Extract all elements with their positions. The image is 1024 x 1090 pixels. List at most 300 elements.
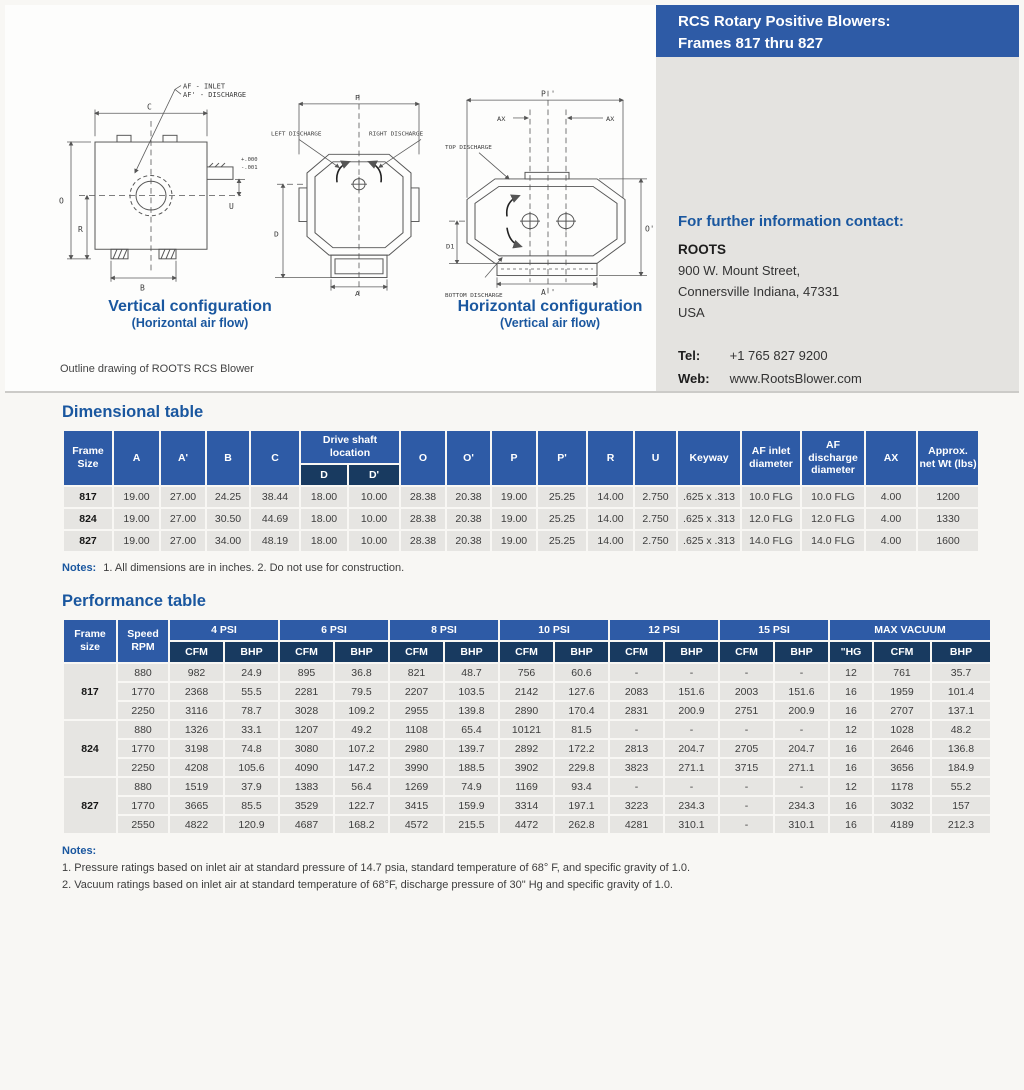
perf-value-cell: 137.1 bbox=[932, 702, 990, 719]
header-title-line1: RCS Rotary Positive Blowers: bbox=[678, 13, 891, 30]
perf-value-cell: 2207 bbox=[390, 683, 443, 700]
dim-value-cell: 10.0 FLG bbox=[802, 487, 864, 507]
perf-table-row bbox=[64, 740, 990, 757]
vertical-config-caption bbox=[70, 298, 310, 330]
perf-value-cell: 234.3 bbox=[775, 797, 828, 814]
dim-value-cell: .625 x .313 bbox=[678, 487, 740, 507]
perf-value-cell: - bbox=[665, 721, 718, 738]
dim-label-d: D bbox=[274, 229, 279, 239]
speed-rpm-cell: 2250 bbox=[118, 702, 168, 719]
dim-value-cell: 10.00 bbox=[349, 509, 399, 529]
col-header-af-discharge: AF discharge diameter bbox=[802, 431, 864, 485]
dim-value-cell: 18.00 bbox=[301, 509, 347, 529]
dim-table-row bbox=[64, 487, 978, 507]
horizontal-config-drawing bbox=[445, 87, 660, 299]
perf-value-cell: - bbox=[720, 797, 773, 814]
perf-value-cell: - bbox=[720, 664, 773, 681]
col-header-c: C bbox=[251, 431, 299, 485]
perf-value-cell: 81.5 bbox=[555, 721, 608, 738]
perf-value-cell: 2003 bbox=[720, 683, 773, 700]
top-discharge-label: TOP DISCHARGE bbox=[445, 145, 492, 151]
speed-rpm-cell: 1770 bbox=[118, 740, 168, 757]
contact-address-line2: Connersville Indiana, 47331 bbox=[678, 284, 840, 299]
col-group-10psi: 10 PSI bbox=[500, 620, 608, 640]
col-header-a: A bbox=[114, 431, 159, 485]
perf-value-cell: 3415 bbox=[390, 797, 443, 814]
dim-value-cell: 24.25 bbox=[207, 487, 249, 507]
dim-value-cell: 2.750 bbox=[635, 509, 676, 529]
header-title-line2: Frames 817 thru 827 bbox=[678, 34, 824, 52]
dim-value-cell: 14.00 bbox=[588, 487, 633, 507]
col-header-frame-size: Frame size bbox=[64, 620, 116, 662]
col-header-frame-size: Frame Size bbox=[64, 431, 112, 485]
col-header-hg: "HG bbox=[830, 642, 872, 662]
col-header-speed-rpm: Speed RPM bbox=[118, 620, 168, 662]
perf-value-cell: 2083 bbox=[610, 683, 663, 700]
perf-value-cell: 49.2 bbox=[335, 721, 388, 738]
drawings-panel bbox=[5, 5, 656, 391]
dim-value-cell: 1200 bbox=[918, 487, 978, 507]
col-header-bhp: BHP bbox=[335, 642, 388, 662]
perf-value-cell: 36.8 bbox=[335, 664, 388, 681]
perf-value-cell: 3028 bbox=[280, 702, 333, 719]
perf-value-cell: 4572 bbox=[390, 816, 443, 833]
perf-value-cell: 200.9 bbox=[665, 702, 718, 719]
frame-size-cell: 824 bbox=[64, 509, 112, 529]
perf-value-cell: 1326 bbox=[170, 721, 223, 738]
dim-label-ax-right: AX bbox=[606, 114, 615, 123]
perf-value-cell: - bbox=[775, 721, 828, 738]
dim-value-cell: 28.38 bbox=[401, 531, 445, 551]
perf-value-cell: 16 bbox=[830, 759, 872, 776]
dim-value-cell: 4.00 bbox=[866, 487, 916, 507]
dim-value-cell: 20.38 bbox=[447, 487, 490, 507]
frame-size-cell: 827 bbox=[64, 531, 112, 551]
perf-value-cell: 3314 bbox=[500, 797, 553, 814]
perf-value-cell: 2368 bbox=[170, 683, 223, 700]
perf-notes-label: Notes: bbox=[62, 845, 97, 857]
perf-value-cell: 35.7 bbox=[932, 664, 990, 681]
perf-value-cell: 147.2 bbox=[335, 759, 388, 776]
col-header-drive-shaft: Drive shaft location bbox=[301, 431, 399, 463]
frame-size-cell: 827 bbox=[64, 778, 116, 833]
tolerance-minus-label: -.001 bbox=[241, 164, 258, 171]
col-header-cfm: CFM bbox=[720, 642, 773, 662]
perf-value-cell: 79.5 bbox=[335, 683, 388, 700]
perf-value-cell: 2142 bbox=[500, 683, 553, 700]
col-header-r: R bbox=[588, 431, 633, 485]
dim-table-row bbox=[64, 531, 978, 551]
perf-note-2: 2. Vacuum ratings based on inlet air at standard temperature of 68°F, discharge pressure of 30" Hg and specific gravity of 1.0. bbox=[62, 879, 673, 892]
perf-value-cell: 2707 bbox=[874, 702, 930, 719]
callout-inlet-label: AF - INLET bbox=[183, 82, 226, 91]
perf-value-cell: 48.7 bbox=[445, 664, 498, 681]
callout-discharge-label: AF' - DISCHARGE bbox=[183, 91, 247, 99]
perf-value-cell: 982 bbox=[170, 664, 223, 681]
perf-value-cell: 159.9 bbox=[445, 797, 498, 814]
col-header-o: O bbox=[401, 431, 445, 485]
perf-value-cell: 1028 bbox=[874, 721, 930, 738]
dim-value-cell: 38.44 bbox=[251, 487, 299, 507]
perf-value-cell: 24.9 bbox=[225, 664, 278, 681]
perf-note-1: 1. Pressure ratings based on inlet air at standard pressure of 14.7 psia, standard temperature of 68° F, and specific gravity of 1.0. bbox=[62, 862, 691, 875]
perf-value-cell: 60.6 bbox=[555, 664, 608, 681]
perf-value-cell: - bbox=[720, 721, 773, 738]
perf-value-cell: 48.2 bbox=[932, 721, 990, 738]
perf-value-cell: 271.1 bbox=[665, 759, 718, 776]
contact-panel bbox=[656, 57, 1019, 391]
dim-value-cell: 4.00 bbox=[866, 531, 916, 551]
perf-value-cell: 4090 bbox=[280, 759, 333, 776]
col-header-d: D bbox=[301, 465, 347, 485]
dimensional-section bbox=[62, 403, 977, 574]
perf-value-cell: 127.6 bbox=[555, 683, 608, 700]
dim-value-cell: 34.00 bbox=[207, 531, 249, 551]
perf-value-cell: 188.5 bbox=[445, 759, 498, 776]
speed-rpm-cell: 880 bbox=[118, 778, 168, 795]
perf-value-cell: 2705 bbox=[720, 740, 773, 757]
col-header-bhp: BHP bbox=[932, 642, 990, 662]
web-label: Web: bbox=[678, 371, 710, 386]
perf-value-cell: 37.9 bbox=[225, 778, 278, 795]
col-group-max-vacuum: MAX VACUUM bbox=[830, 620, 990, 640]
speed-rpm-cell: 1770 bbox=[118, 683, 168, 700]
perf-value-cell: 4189 bbox=[874, 816, 930, 833]
dim-label-o-prime: O' bbox=[645, 224, 655, 234]
col-header-u: U bbox=[635, 431, 676, 485]
perf-value-cell: 3823 bbox=[610, 759, 663, 776]
perf-value-cell: 212.3 bbox=[932, 816, 990, 833]
perf-value-cell: 168.2 bbox=[335, 816, 388, 833]
perf-value-cell: - bbox=[775, 664, 828, 681]
col-header-cfm: CFM bbox=[280, 642, 333, 662]
dim-value-cell: 18.00 bbox=[301, 487, 347, 507]
dim-value-cell: .625 x .313 bbox=[678, 509, 740, 529]
perf-value-cell: 56.4 bbox=[335, 778, 388, 795]
perf-value-cell: 229.8 bbox=[555, 759, 608, 776]
perf-value-cell: 756 bbox=[500, 664, 553, 681]
dim-value-cell: 2.750 bbox=[635, 487, 676, 507]
perf-value-cell: 3990 bbox=[390, 759, 443, 776]
perf-value-cell: 2831 bbox=[610, 702, 663, 719]
perf-value-cell: 78.7 bbox=[225, 702, 278, 719]
tel-row bbox=[678, 348, 904, 363]
perf-value-cell: 139.7 bbox=[445, 740, 498, 757]
tel-value: +1 765 827 9200 bbox=[729, 348, 828, 363]
dim-notes-text: 1. All dimensions are in inches. 2. Do not use for construction. bbox=[103, 562, 405, 574]
perf-value-cell: 3223 bbox=[610, 797, 663, 814]
horizontal-config-caption bbox=[435, 298, 665, 330]
dim-label-ax-left: AX bbox=[497, 114, 506, 123]
dim-value-cell: 19.00 bbox=[114, 509, 159, 529]
speed-rpm-cell: 2550 bbox=[118, 816, 168, 833]
dim-value-cell: 14.00 bbox=[588, 509, 633, 529]
col-group-15psi: 15 PSI bbox=[720, 620, 828, 640]
perf-value-cell: 151.6 bbox=[665, 683, 718, 700]
perf-value-cell: 122.7 bbox=[335, 797, 388, 814]
perf-value-cell: 2955 bbox=[390, 702, 443, 719]
dim-label-u: U bbox=[229, 202, 234, 211]
col-header-bhp: BHP bbox=[445, 642, 498, 662]
perf-value-cell: - bbox=[665, 664, 718, 681]
perf-value-cell: 895 bbox=[280, 664, 333, 681]
perf-value-cell: 184.9 bbox=[932, 759, 990, 776]
perf-value-cell: - bbox=[720, 778, 773, 795]
perf-value-cell: 120.9 bbox=[225, 816, 278, 833]
perf-table-row bbox=[64, 816, 990, 833]
perf-table-row bbox=[64, 683, 990, 700]
dimensional-table bbox=[62, 429, 980, 553]
dimensional-table-title: Dimensional table bbox=[62, 403, 204, 421]
dim-value-cell: 12.0 FLG bbox=[742, 509, 800, 529]
speed-rpm-cell: 2250 bbox=[118, 759, 168, 776]
perf-value-cell: 3080 bbox=[280, 740, 333, 757]
perf-value-cell: 55.5 bbox=[225, 683, 278, 700]
vertical-config-title: Vertical configuration bbox=[108, 298, 272, 315]
perf-value-cell: 204.7 bbox=[775, 740, 828, 757]
dim-value-cell: 44.69 bbox=[251, 509, 299, 529]
perf-value-cell: 157 bbox=[932, 797, 990, 814]
right-discharge-label: RIGHT DISCHARGE bbox=[369, 131, 424, 138]
horizontal-config-subtitle: (Vertical air flow) bbox=[499, 316, 601, 330]
perf-value-cell: 821 bbox=[390, 664, 443, 681]
perf-value-cell: 1269 bbox=[390, 778, 443, 795]
perf-value-cell: 172.2 bbox=[555, 740, 608, 757]
perf-value-cell: 1959 bbox=[874, 683, 930, 700]
dim-value-cell: 27.00 bbox=[161, 531, 205, 551]
perf-value-cell: 262.8 bbox=[555, 816, 608, 833]
perf-value-cell: 2646 bbox=[874, 740, 930, 757]
perf-value-cell: - bbox=[775, 778, 828, 795]
col-header-a-prime: A' bbox=[161, 431, 205, 485]
dim-label-c: C bbox=[147, 102, 152, 112]
tolerance-plus-label: +.000 bbox=[241, 157, 258, 164]
dim-value-cell: 12.0 FLG bbox=[802, 509, 864, 529]
dim-notes-label: Notes: bbox=[62, 562, 97, 574]
dim-value-cell: 18.00 bbox=[301, 531, 347, 551]
horizontal-config-title: Horizontal configuration bbox=[457, 298, 643, 315]
contact-heading: For further information contact: bbox=[678, 213, 904, 230]
dim-table-body bbox=[64, 487, 978, 551]
vertical-config-front-drawing bbox=[55, 75, 305, 300]
perf-value-cell: 3902 bbox=[500, 759, 553, 776]
drawing-caption: Outline drawing of ROOTS RCS Blower bbox=[60, 363, 254, 375]
perf-value-cell: 200.9 bbox=[775, 702, 828, 719]
perf-value-cell: 310.1 bbox=[775, 816, 828, 833]
perf-value-cell: 4281 bbox=[610, 816, 663, 833]
perf-value-cell: 12 bbox=[830, 664, 872, 681]
dim-value-cell: 19.00 bbox=[492, 531, 536, 551]
perf-value-cell: 3656 bbox=[874, 759, 930, 776]
perf-value-cell: - bbox=[610, 778, 663, 795]
perf-value-cell: 136.8 bbox=[932, 740, 990, 757]
perf-value-cell: 74.8 bbox=[225, 740, 278, 757]
col-header-weight: Approx. net Wt (lbs) bbox=[918, 431, 978, 485]
perf-value-cell: 2980 bbox=[390, 740, 443, 757]
perf-value-cell: 16 bbox=[830, 702, 872, 719]
perf-value-cell: 4208 bbox=[170, 759, 223, 776]
perf-value-cell: 12 bbox=[830, 721, 872, 738]
perf-value-cell: 170.4 bbox=[555, 702, 608, 719]
dim-value-cell: 27.00 bbox=[161, 487, 205, 507]
dim-value-cell: 19.00 bbox=[114, 531, 159, 551]
perf-value-cell: 2892 bbox=[500, 740, 553, 757]
performance-notes bbox=[62, 843, 962, 894]
dim-value-cell: 10.00 bbox=[349, 531, 399, 551]
perf-value-cell: 4472 bbox=[500, 816, 553, 833]
dim-value-cell: 28.38 bbox=[401, 509, 445, 529]
perf-value-cell: 3032 bbox=[874, 797, 930, 814]
col-header-bhp: BHP bbox=[225, 642, 278, 662]
perf-table-body bbox=[64, 664, 990, 833]
col-header-d-prime: D' bbox=[349, 465, 399, 485]
perf-value-cell: 16 bbox=[830, 683, 872, 700]
tel-label: Tel: bbox=[678, 348, 701, 363]
contact-company: ROOTS bbox=[678, 242, 727, 257]
frame-size-cell: 817 bbox=[64, 487, 112, 507]
dim-value-cell: 20.38 bbox=[447, 509, 490, 529]
dim-value-cell: 14.0 FLG bbox=[802, 531, 864, 551]
dim-value-cell: .625 x .313 bbox=[678, 531, 740, 551]
dim-label-d1: D1 bbox=[446, 242, 455, 251]
perf-value-cell: 74.9 bbox=[445, 778, 498, 795]
dim-label-p-prime: P ' bbox=[541, 89, 556, 99]
dim-value-cell: 1330 bbox=[918, 509, 978, 529]
dim-value-cell: 14.0 FLG bbox=[742, 531, 800, 551]
dim-value-cell: 30.50 bbox=[207, 509, 249, 529]
perf-table-row bbox=[64, 778, 990, 795]
contact-address-line3: USA bbox=[678, 305, 705, 320]
col-header-bhp: BHP bbox=[665, 642, 718, 662]
perf-value-cell: 197.1 bbox=[555, 797, 608, 814]
perf-value-cell: 33.1 bbox=[225, 721, 278, 738]
col-header-cfm: CFM bbox=[500, 642, 553, 662]
perf-value-cell: 3116 bbox=[170, 702, 223, 719]
perf-value-cell: 16 bbox=[830, 816, 872, 833]
perf-value-cell: 16 bbox=[830, 740, 872, 757]
perf-value-cell: 16 bbox=[830, 797, 872, 814]
dim-table-row bbox=[64, 509, 978, 529]
perf-value-cell: 4687 bbox=[280, 816, 333, 833]
perf-value-cell: 2751 bbox=[720, 702, 773, 719]
panel-divider bbox=[5, 391, 1019, 393]
perf-value-cell: 103.5 bbox=[445, 683, 498, 700]
col-header-p: P bbox=[492, 431, 536, 485]
perf-value-cell: 12 bbox=[830, 778, 872, 795]
perf-value-cell: - bbox=[610, 721, 663, 738]
performance-table-title: Performance table bbox=[62, 592, 206, 610]
perf-value-cell: 109.2 bbox=[335, 702, 388, 719]
dim-value-cell: 10.0 FLG bbox=[742, 487, 800, 507]
perf-value-cell: 107.2 bbox=[335, 740, 388, 757]
perf-value-cell: 151.6 bbox=[775, 683, 828, 700]
perf-value-cell: 204.7 bbox=[665, 740, 718, 757]
perf-value-cell: 1169 bbox=[500, 778, 553, 795]
dim-value-cell: 2.750 bbox=[635, 531, 676, 551]
col-header-cfm: CFM bbox=[170, 642, 223, 662]
perf-value-cell: 10121 bbox=[500, 721, 553, 738]
frame-size-cell: 817 bbox=[64, 664, 116, 719]
perf-value-cell: 55.2 bbox=[932, 778, 990, 795]
frame-size-cell: 824 bbox=[64, 721, 116, 776]
dim-value-cell: 10.00 bbox=[349, 487, 399, 507]
perf-value-cell: 761 bbox=[874, 664, 930, 681]
perf-value-cell: 310.1 bbox=[665, 816, 718, 833]
dim-label-o: O bbox=[59, 196, 64, 206]
col-header-ax: AX bbox=[866, 431, 916, 485]
perf-value-cell: 65.4 bbox=[445, 721, 498, 738]
vertical-config-subtitle: (Horizontal air flow) bbox=[131, 316, 249, 330]
dim-value-cell: 48.19 bbox=[251, 531, 299, 551]
col-header-p-prime: P' bbox=[538, 431, 586, 485]
col-header-b: B bbox=[207, 431, 249, 485]
dim-value-cell: 1600 bbox=[918, 531, 978, 551]
contact-address-line1: 900 W. Mount Street, bbox=[678, 263, 801, 278]
col-header-o-prime: O' bbox=[447, 431, 490, 485]
perf-value-cell: 3715 bbox=[720, 759, 773, 776]
perf-value-cell: 2813 bbox=[610, 740, 663, 757]
speed-rpm-cell: 1770 bbox=[118, 797, 168, 814]
col-header-cfm: CFM bbox=[390, 642, 443, 662]
speed-rpm-cell: 880 bbox=[118, 664, 168, 681]
perf-value-cell: 139.8 bbox=[445, 702, 498, 719]
performance-table bbox=[62, 618, 992, 835]
col-group-6psi: 6 PSI bbox=[280, 620, 388, 640]
perf-value-cell: - bbox=[665, 778, 718, 795]
col-header-keyway: Keyway bbox=[678, 431, 740, 485]
dim-value-cell: 19.00 bbox=[492, 487, 536, 507]
dim-value-cell: 14.00 bbox=[588, 531, 633, 551]
perf-table-row bbox=[64, 797, 990, 814]
dim-value-cell: 25.25 bbox=[538, 531, 586, 551]
col-header-bhp: BHP bbox=[775, 642, 828, 662]
perf-value-cell: 101.4 bbox=[932, 683, 990, 700]
dim-label-b: B bbox=[140, 283, 145, 293]
contact-block bbox=[678, 213, 904, 394]
perf-value-cell: 1519 bbox=[170, 778, 223, 795]
perf-value-cell: 93.4 bbox=[555, 778, 608, 795]
performance-section bbox=[62, 592, 975, 894]
perf-value-cell: 2890 bbox=[500, 702, 553, 719]
perf-value-cell: 1178 bbox=[874, 778, 930, 795]
perf-value-cell: 3529 bbox=[280, 797, 333, 814]
perf-table-row bbox=[64, 759, 990, 776]
dim-value-cell: 25.25 bbox=[538, 487, 586, 507]
col-group-12psi: 12 PSI bbox=[610, 620, 718, 640]
web-value: www.RootsBlower.com bbox=[729, 371, 862, 386]
col-header-bhp: BHP bbox=[555, 642, 608, 662]
perf-value-cell: 85.5 bbox=[225, 797, 278, 814]
dim-label-a: A bbox=[355, 289, 360, 299]
perf-value-cell: 234.3 bbox=[665, 797, 718, 814]
col-group-8psi: 8 PSI bbox=[390, 620, 498, 640]
perf-value-cell: 3665 bbox=[170, 797, 223, 814]
perf-value-cell: 2281 bbox=[280, 683, 333, 700]
col-header-cfm: CFM bbox=[610, 642, 663, 662]
perf-table-row bbox=[64, 702, 990, 719]
left-discharge-label: LEFT DISCHARGE bbox=[271, 131, 322, 138]
dim-label-p: P bbox=[355, 93, 360, 103]
speed-rpm-cell: 880 bbox=[118, 721, 168, 738]
perf-value-cell: - bbox=[610, 664, 663, 681]
perf-value-cell: 1383 bbox=[280, 778, 333, 795]
perf-value-cell: 1207 bbox=[280, 721, 333, 738]
vertical-config-side-drawing bbox=[271, 89, 456, 299]
perf-value-cell: 271.1 bbox=[775, 759, 828, 776]
dim-value-cell: 28.38 bbox=[401, 487, 445, 507]
perf-table-row bbox=[64, 721, 990, 738]
col-header-cfm: CFM bbox=[874, 642, 930, 662]
